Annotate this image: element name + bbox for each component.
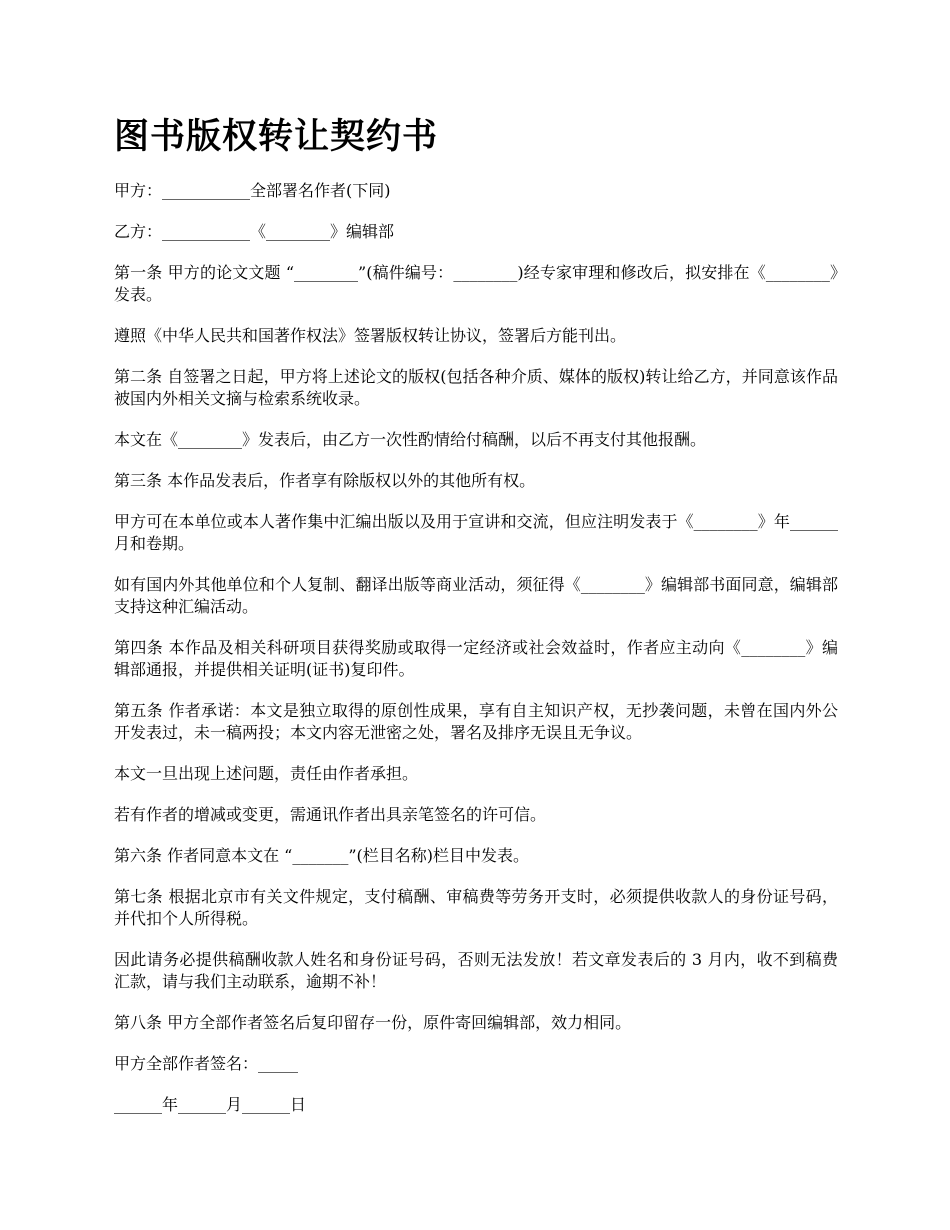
article-4: 第四条 本作品及相关科研项目获得奖励或取得一定经济或社会效益时，作者应主动向《________》编辑部通报，并提供相关证明(证书)复印件。: [114, 638, 838, 679]
article-3-note-1: 甲方可在本单位或本人著作集中汇编出版以及用于宣讲和交流，但应注明发表于《________》年______月和卷期。: [114, 512, 838, 553]
signature-line: 甲方全部作者签名：_____: [114, 1054, 299, 1073]
article-1: 第一条 甲方的论文文题 “________”(稿件编号：________)经专家审理和修改后，拟安排在《________》发表。: [114, 263, 838, 304]
article-7: 第七条 根据北京市有关文件规定，支付稿酬、审稿费等劳务开支时，必须提供收款人的身份证号码，并代扣个人所得税。: [114, 887, 838, 928]
article-3: 第三条 本作品发表后，作者享有除版权以外的其他所有权。: [114, 471, 536, 490]
article-2-note: 本文在《________》发表后，由乙方一次性酌情给付稿酬，以后不再支付其他报酬。: [114, 430, 707, 449]
article-5-note-2: 若有作者的增减或变更，需通讯作者出具亲笔签名的许可信。: [114, 805, 547, 824]
article-5: 第五条 作者承诺：本文是独立取得的原创性成果，享有自主知识产权，无抄袭问题，未曾在国内外公开发表过，未一稿两投；本文内容无泄密之处，署名及排序无误且无争议。: [114, 701, 838, 742]
article-1-note: 遵照《中华人民共和国著作权法》签署版权转让协议，签署后方能刊出。: [114, 326, 627, 345]
article-3-note-2: 如有国内外其他单位和个人复制、翻译出版等商业活动，须征得《________》编辑部书面同意，编辑部支持这种汇编活动。: [114, 575, 838, 616]
date-line: ______年______月______日: [114, 1095, 307, 1114]
party-b-line: 乙方：___________《________》编辑部: [114, 222, 395, 241]
article-6: 第六条 作者同意本文在 “_______”(栏目名称)栏目中发表。: [114, 846, 530, 865]
document-title: 图书版权转让契约书: [114, 116, 439, 157]
document-body: [114, 180, 838, 1135]
party-a-line: 甲方：___________全部署名作者(下同): [114, 181, 391, 200]
article-8: 第八条 甲方全部作者签名后复印留存一份，原件寄回编辑部，效力相同。: [114, 1013, 632, 1032]
article-7-note: 因此请务必提供稿酬收款人姓名和身份证号码，否则无法发放！若文章发表后的 3 月内，收不到稿费汇款，请与我们主动联系，逾期不补！: [114, 950, 838, 991]
article-5-note-1: 本文一旦出现上述问题，责任由作者承担。: [114, 764, 419, 783]
article-2: 第二条 自签署之日起，甲方将上述论文的版权(包括各种介质、媒体的版权)转让给乙方，并同意该作品被国内外相关文摘与检索系统收录。: [114, 367, 838, 408]
